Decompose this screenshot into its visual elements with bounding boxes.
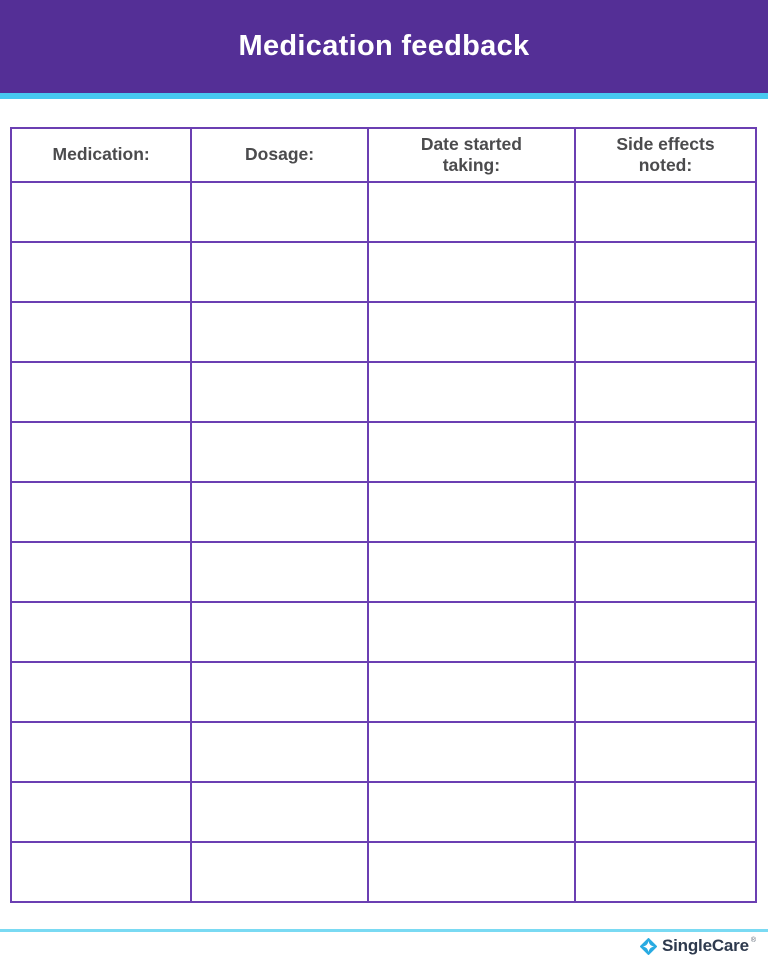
column-header-label: Side effects noted:	[616, 133, 715, 175]
empty-cell[interactable]	[11, 362, 191, 422]
empty-cell[interactable]	[575, 482, 756, 542]
empty-cell[interactable]	[191, 782, 368, 842]
empty-cell[interactable]	[575, 722, 756, 782]
empty-cell[interactable]	[191, 422, 368, 482]
empty-cell[interactable]	[575, 782, 756, 842]
table-row	[11, 542, 756, 602]
empty-cell[interactable]	[11, 722, 191, 782]
medication-feedback-table	[10, 127, 757, 903]
empty-cell[interactable]	[575, 182, 756, 242]
empty-cell[interactable]	[191, 302, 368, 362]
empty-cell[interactable]	[575, 362, 756, 422]
column-header-label: Date started taking:	[420, 133, 522, 175]
empty-cell[interactable]	[368, 782, 575, 842]
empty-cell[interactable]	[368, 182, 575, 242]
table-row	[11, 482, 756, 542]
table-row	[11, 782, 756, 842]
empty-cell[interactable]	[575, 842, 756, 902]
empty-cell[interactable]	[11, 542, 191, 602]
column-header-label: Medication:	[52, 144, 150, 165]
table-header-row	[11, 128, 756, 182]
column-header-date-started	[368, 128, 575, 182]
table-row	[11, 182, 756, 242]
singlecare-diamond-star-icon	[640, 938, 657, 955]
table-row	[11, 242, 756, 302]
empty-cell[interactable]	[191, 542, 368, 602]
table-row	[11, 722, 756, 782]
title-banner	[0, 0, 768, 93]
empty-cell[interactable]	[575, 542, 756, 602]
empty-cell[interactable]	[191, 242, 368, 302]
empty-cell[interactable]	[191, 662, 368, 722]
empty-cell[interactable]	[368, 722, 575, 782]
empty-cell[interactable]	[191, 602, 368, 662]
empty-cell[interactable]	[575, 422, 756, 482]
brand-name: SingleCare	[662, 936, 749, 955]
table-row	[11, 602, 756, 662]
empty-cell[interactable]	[11, 782, 191, 842]
empty-cell[interactable]	[191, 362, 368, 422]
empty-cell[interactable]	[368, 422, 575, 482]
top-divider-rule	[0, 93, 768, 99]
empty-cell[interactable]	[11, 242, 191, 302]
empty-cell[interactable]	[191, 842, 368, 902]
empty-cell[interactable]	[575, 602, 756, 662]
table-row	[11, 362, 756, 422]
column-header-dosage	[191, 128, 368, 182]
empty-cell[interactable]	[368, 362, 575, 422]
empty-cell[interactable]	[575, 662, 756, 722]
empty-cell[interactable]	[11, 602, 191, 662]
empty-cell[interactable]	[368, 482, 575, 542]
table-row	[11, 662, 756, 722]
empty-cell[interactable]	[11, 182, 191, 242]
trademark-symbol: ®	[750, 937, 756, 944]
empty-cell[interactable]	[191, 182, 368, 242]
column-header-medication	[11, 128, 191, 182]
empty-cell[interactable]	[11, 482, 191, 542]
page-title: Medication feedback	[238, 30, 530, 62]
empty-cell[interactable]	[575, 302, 756, 362]
empty-cell[interactable]	[11, 422, 191, 482]
empty-cell[interactable]	[11, 662, 191, 722]
table-row	[11, 302, 756, 362]
column-header-side-effects	[575, 128, 756, 182]
table-row	[11, 422, 756, 482]
brand-logo	[640, 935, 756, 957]
empty-cell[interactable]	[368, 842, 575, 902]
empty-cell[interactable]	[368, 662, 575, 722]
empty-cell[interactable]	[191, 722, 368, 782]
empty-cell[interactable]	[11, 842, 191, 902]
bottom-divider-rule	[0, 929, 768, 932]
empty-cell[interactable]	[368, 242, 575, 302]
empty-cell[interactable]	[368, 542, 575, 602]
column-header-label: Dosage:	[245, 144, 315, 165]
empty-cell[interactable]	[11, 302, 191, 362]
empty-cell[interactable]	[368, 602, 575, 662]
empty-cell[interactable]	[368, 302, 575, 362]
empty-cell[interactable]	[191, 482, 368, 542]
empty-cell[interactable]	[575, 242, 756, 302]
table-row	[11, 842, 756, 902]
